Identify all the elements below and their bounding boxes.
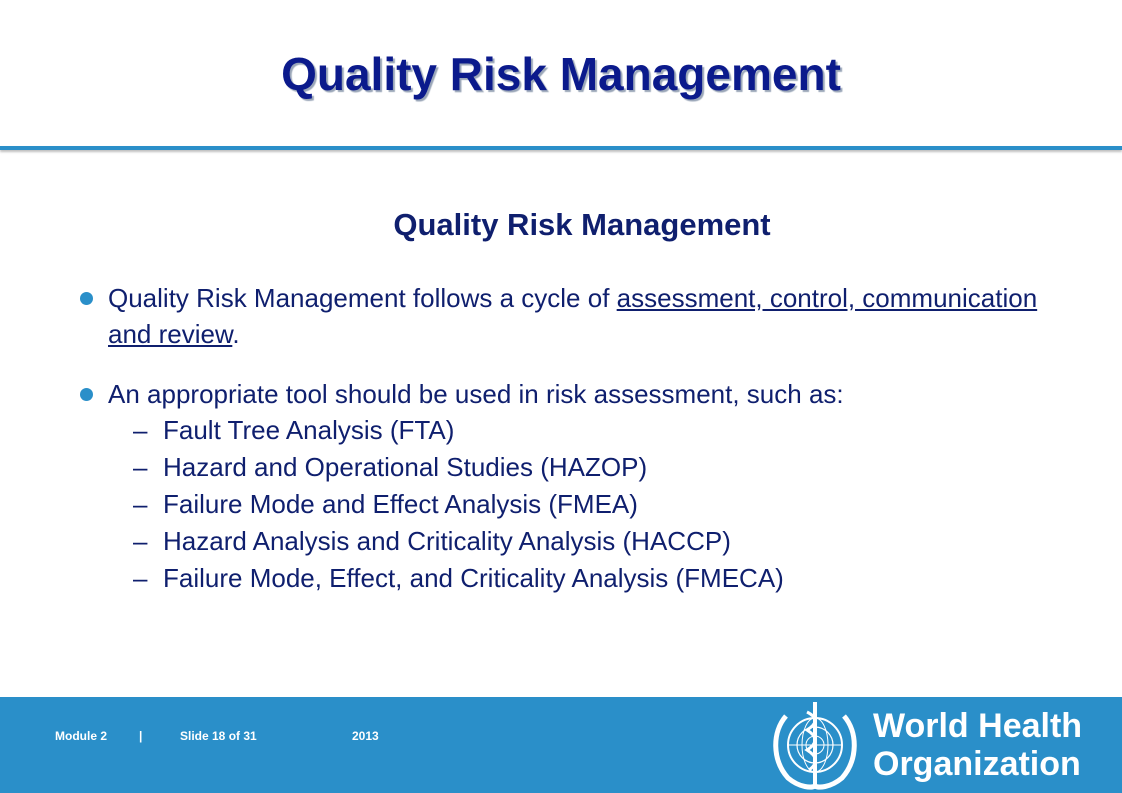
bullet-dot-icon (80, 292, 93, 305)
slide-title: Quality Risk Management (281, 48, 841, 100)
bullet-tools-text: An appropriate tool should be used in risk assessment, such as: (108, 379, 844, 409)
list-item (80, 412, 1060, 449)
list-item (80, 560, 1060, 597)
footer-separator: | (139, 729, 143, 743)
slide-body (80, 280, 1060, 597)
dash-marker: – (133, 415, 148, 445)
footer-slide-number: Slide 18 of 31 (180, 729, 257, 743)
dash-marker: – (133, 489, 148, 519)
bullet-tools (80, 376, 1060, 412)
dash-marker: – (133, 526, 148, 556)
title-divider (0, 146, 1122, 150)
list-item-text: Hazard and Operational Studies (HAZOP) (163, 452, 648, 482)
bullet-cycle-text-after: . (232, 319, 240, 349)
list-item (80, 523, 1060, 560)
who-logo-text (873, 707, 1082, 783)
logo-line-1: World Health (873, 707, 1083, 745)
slide-subheading: Quality Risk Management (393, 207, 771, 242)
list-item-text: Failure Mode, Effect, and Criticality Analysis (FMECA) (163, 563, 784, 593)
dash-marker: – (133, 452, 148, 482)
list-item-text: Fault Tree Analysis (FTA) (163, 415, 455, 445)
logo-line-2: Organization (873, 745, 1081, 783)
footer-year: 2013 (352, 729, 379, 743)
list-item-text: Failure Mode and Effect Analysis (FMEA) (163, 489, 638, 519)
bullet-cycle-text-before: Quality Risk Management follows a cycle of (108, 283, 617, 313)
who-emblem-icon (760, 698, 870, 792)
bullet-cycle-underlined: assessment, control, communication and review (108, 283, 1038, 349)
dash-marker: – (133, 563, 148, 593)
list-item (80, 486, 1060, 523)
list-item (80, 449, 1060, 486)
list-item-text: Hazard Analysis and Criticality Analysis (HACCP) (163, 526, 731, 556)
bullet-dot-icon (80, 388, 93, 401)
bullet-cycle (80, 280, 1060, 352)
footer-module: Module 2 (55, 729, 108, 743)
